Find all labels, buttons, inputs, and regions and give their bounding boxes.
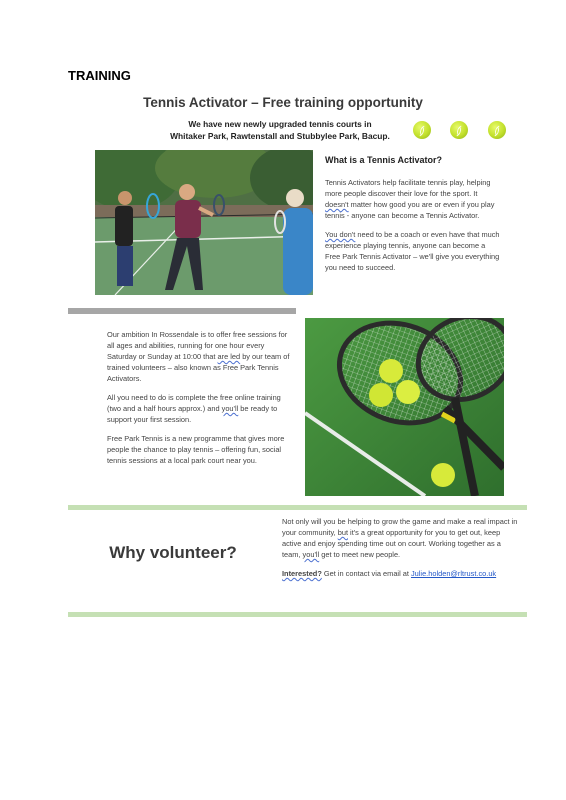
coaching-photo-illustration — [95, 150, 313, 295]
contact-line — [282, 568, 518, 579]
why-volunteer-paragraph — [282, 516, 518, 560]
training-paragraph — [107, 392, 292, 425]
flyer-title: Tennis Activator – Free training opportunity — [143, 95, 423, 110]
text-run: it's a great opportunity for you to get out, keep active and enjoy spending time out on court. Working together as a team, — [282, 528, 501, 559]
what-is-paragraph-2 — [325, 229, 500, 273]
what-is-paragraph-1 — [325, 177, 500, 221]
text-run: be ready to support your first session. — [107, 404, 278, 424]
tennis-ball-icon — [488, 121, 506, 139]
spellcheck-word: doesn't — [325, 200, 349, 209]
spellcheck-word: you'll — [302, 550, 320, 559]
contact-text: Get in contact via email at — [321, 569, 411, 578]
text-run: Our ambition In Rossendale is to offer free sessions for all ages and abilities, running for one hour every Saturday or Sunday at 10:00 that — [107, 330, 288, 361]
ambition-text — [107, 329, 292, 474]
why-volunteer-text — [282, 516, 518, 587]
spellcheck-word: you'll — [221, 404, 239, 413]
text-run: need to be a coach or even have that much experience playing tennis, anyone can become a Free Park Tennis Activator – we'll give you everything you need to succeed. — [325, 230, 500, 272]
contact-email-link[interactable]: Julie.holden@rltrust.co.uk — [410, 569, 497, 578]
spellcheck-word: but — [337, 528, 348, 537]
rackets-photo — [305, 318, 504, 496]
green-divider-bottom — [68, 612, 527, 617]
text-run: Tennis Activators help facilitate tennis play, helping more people discover their love for the sport. It — [325, 178, 491, 198]
text-run: matter how good you are or even if you play tennis - anyone can become a Tennis Activator. — [325, 200, 495, 220]
what-is-text — [325, 177, 500, 281]
programme-paragraph: Free Park Tennis is a new programme that gives more people the chance to play tennis – offering fun, social tennis sessions at a local park court near you. — [107, 434, 285, 465]
spellcheck-word: You don't — [325, 230, 356, 239]
spellcheck-word: are led — [217, 352, 241, 361]
what-is-heading: What is a Tennis Activator? — [325, 155, 443, 165]
section-label: TRAINING — [68, 68, 131, 83]
flyer-subtitle — [150, 118, 410, 142]
gray-divider — [68, 308, 296, 314]
rackets-photo-illustration — [305, 318, 504, 496]
why-volunteer-heading: Why volunteer? — [109, 543, 237, 562]
green-divider — [68, 505, 527, 510]
ambition-paragraph — [107, 329, 292, 384]
text-run: All you need to do is complete the free online training (two and a half hours approx.) and — [107, 393, 281, 413]
subtitle-line-1: We have new newly upgraded tennis courts in — [188, 119, 372, 129]
text-run: get to meet new people. — [319, 550, 401, 559]
subtitle-line-2: Whitaker Park, Rawtenstall and Stubbylee Park, Bacup. — [170, 131, 390, 141]
tennis-ball-icon — [450, 121, 468, 139]
coaching-photo — [95, 150, 313, 295]
interested-label: Interested? — [282, 569, 322, 578]
tennis-ball-icon — [413, 121, 431, 139]
text-run: Not only will you be helping to grow the game and make a real impact in your community, — [282, 517, 518, 537]
text-run: by our team of trained volunteers – also known as Free Park Tennis Activators. — [107, 352, 290, 383]
